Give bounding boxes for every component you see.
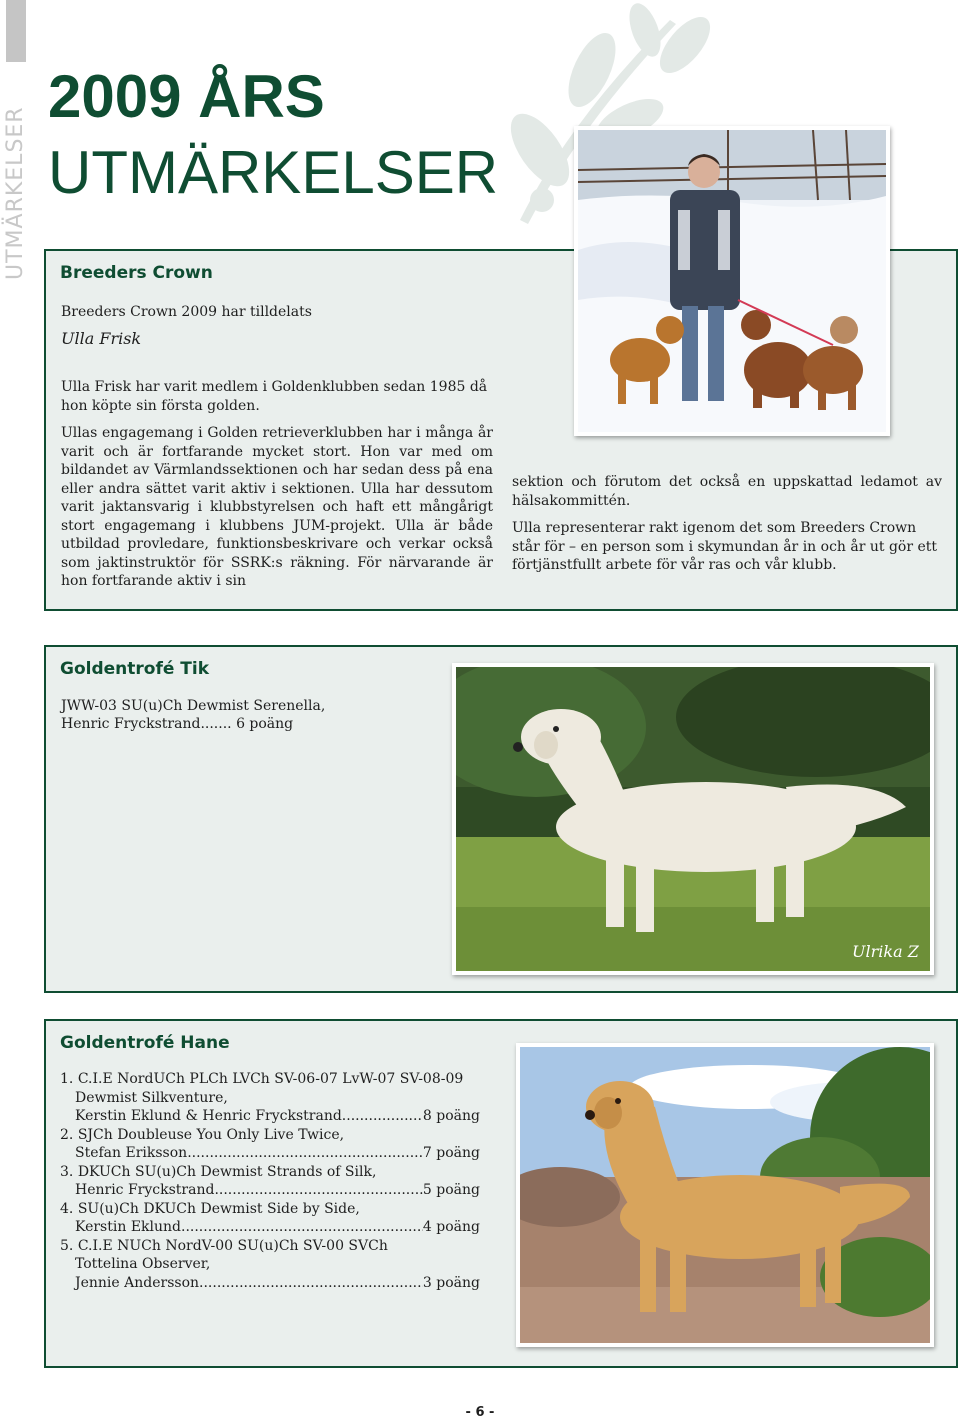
breeders-crown-intro: Breeders Crown 2009 har tilldelats xyxy=(61,304,312,320)
tik-owner: Henric Fryckstrand xyxy=(61,716,201,732)
breeders-crown-paragraph-4: Ulla representerar rakt igenom det som Breeders Crown står för – en person som i skymundan år in och år ut gör ett förtjänstfullt arbete för vår ras och vår klubb. xyxy=(512,520,938,573)
entry-number: 4. xyxy=(60,1200,74,1217)
entry-dog-title: SU(u)Ch DKUCh Dewmist Side by Side, xyxy=(77,1200,360,1217)
entry-points: 7 poäng xyxy=(422,1145,480,1161)
page-number: - 6 - xyxy=(465,1405,495,1420)
woman-with-dogs-image xyxy=(578,130,886,432)
entry-owner: Jennie Andersson xyxy=(75,1274,200,1291)
leader-dots xyxy=(214,1181,422,1200)
photo-signature: Ulrika Z xyxy=(852,942,919,961)
entry-owner: Stefan Eriksson xyxy=(75,1145,188,1161)
entry-dog-name: Dewmist Silkventure, xyxy=(75,1089,228,1106)
golden-retriever-on-rocks-image xyxy=(520,1047,930,1343)
entry-points: 3 poäng xyxy=(422,1274,480,1291)
page-title-year: 2009 ÅRS xyxy=(48,63,325,130)
tik-points: 6 poäng xyxy=(236,716,294,732)
hane-photo xyxy=(516,1043,934,1347)
entry-number: 2. xyxy=(60,1126,74,1143)
white-golden-retriever-image xyxy=(456,667,930,971)
breeders-crown-paragraph-1: Ulla Frisk har varit medlem i Goldenklubben sedan 1985 då hon köpte sin första golden. xyxy=(61,379,488,414)
leader-dots xyxy=(181,1218,423,1237)
tik-owner-line xyxy=(61,715,293,734)
leader-dots xyxy=(199,1274,423,1293)
entry-points: 5 poäng xyxy=(422,1182,480,1198)
breeders-crown-heading: Breeders Crown xyxy=(60,263,213,283)
goldentrofe-tik-panel xyxy=(44,645,958,993)
side-label xyxy=(0,0,30,290)
entry-dog-title: DKUCh SU(u)Ch Dewmist Strands of Silk, xyxy=(77,1163,377,1180)
entry-dog-title: C.I.E NUCh NordV-00 SU(u)Ch SV-00 SVCh xyxy=(77,1237,388,1254)
entry-owner: Henric Fryckstrand xyxy=(75,1182,215,1198)
hane-entry-1 xyxy=(60,1070,480,1126)
entry-dog-title: SJCh Doubleuse You Only Live Twice, xyxy=(77,1126,345,1143)
leader-dots xyxy=(187,1144,423,1163)
goldentrofe-tik-heading: Goldentrofé Tik xyxy=(60,659,210,679)
tik-photo xyxy=(452,663,934,975)
entry-owner: Kerstin Eklund xyxy=(75,1219,181,1235)
breeders-crown-photo xyxy=(574,126,890,436)
side-label-text: UTMÄRKELSER xyxy=(3,106,28,280)
tik-dog-name: JWW-03 SU(u)Ch Dewmist Serenella, xyxy=(61,698,326,714)
entry-points: 4 poäng xyxy=(422,1219,480,1235)
side-label-bar xyxy=(6,0,26,62)
hane-entry-3 xyxy=(60,1163,480,1200)
entry-points: 8 poäng xyxy=(422,1108,480,1124)
entry-number: 1. xyxy=(60,1071,74,1087)
entry-dog-name: Tottelina Observer, xyxy=(75,1256,211,1272)
tik-leader-dots: ....... xyxy=(200,716,237,732)
leader-dots xyxy=(342,1107,423,1126)
page-title: UTMÄRKELSER xyxy=(48,139,499,206)
hane-entry-4 xyxy=(60,1200,480,1237)
breeders-crown-paragraph-2: Ullas engagemang i Golden retrieverklubben har i många år varit och är fortfarande mycket stort. Hon var med om bildandet av Värmlandssektionen och har sedan dess på ena eller andra sättet varit aktiv i sektionen. Ulla har dessutom varit jaktansvarig i klubbstyrelsen och haft ett mångårigt stort engagemang i klubbens JUM-projekt. Ulla är både utbildad provledare, funktionsbeskrivare och verkar också som jaktinstruktör för SSRK:s räkning. För närvarande är hon fortfarande aktiv i sin xyxy=(61,425,493,589)
entry-number: 5. xyxy=(60,1237,74,1254)
entry-owner: Kerstin Eklund & Henric Fryckstrand xyxy=(75,1108,342,1124)
entry-number: 3. xyxy=(60,1163,74,1180)
breeders-crown-recipient: Ulla Frisk xyxy=(61,329,142,348)
hane-entry-2 xyxy=(60,1126,480,1163)
goldentrofe-hane-heading: Goldentrofé Hane xyxy=(60,1033,230,1053)
entry-dog-title: C.I.E NordUCh PLCh LVCh SV-06-07 LvW-07 SV-08-09 xyxy=(77,1071,464,1087)
breeders-crown-paragraph-3: sektion och förutom det också en uppskattad ledamot av hälsakommittén. xyxy=(512,474,942,509)
hane-entry-5 xyxy=(60,1237,480,1293)
